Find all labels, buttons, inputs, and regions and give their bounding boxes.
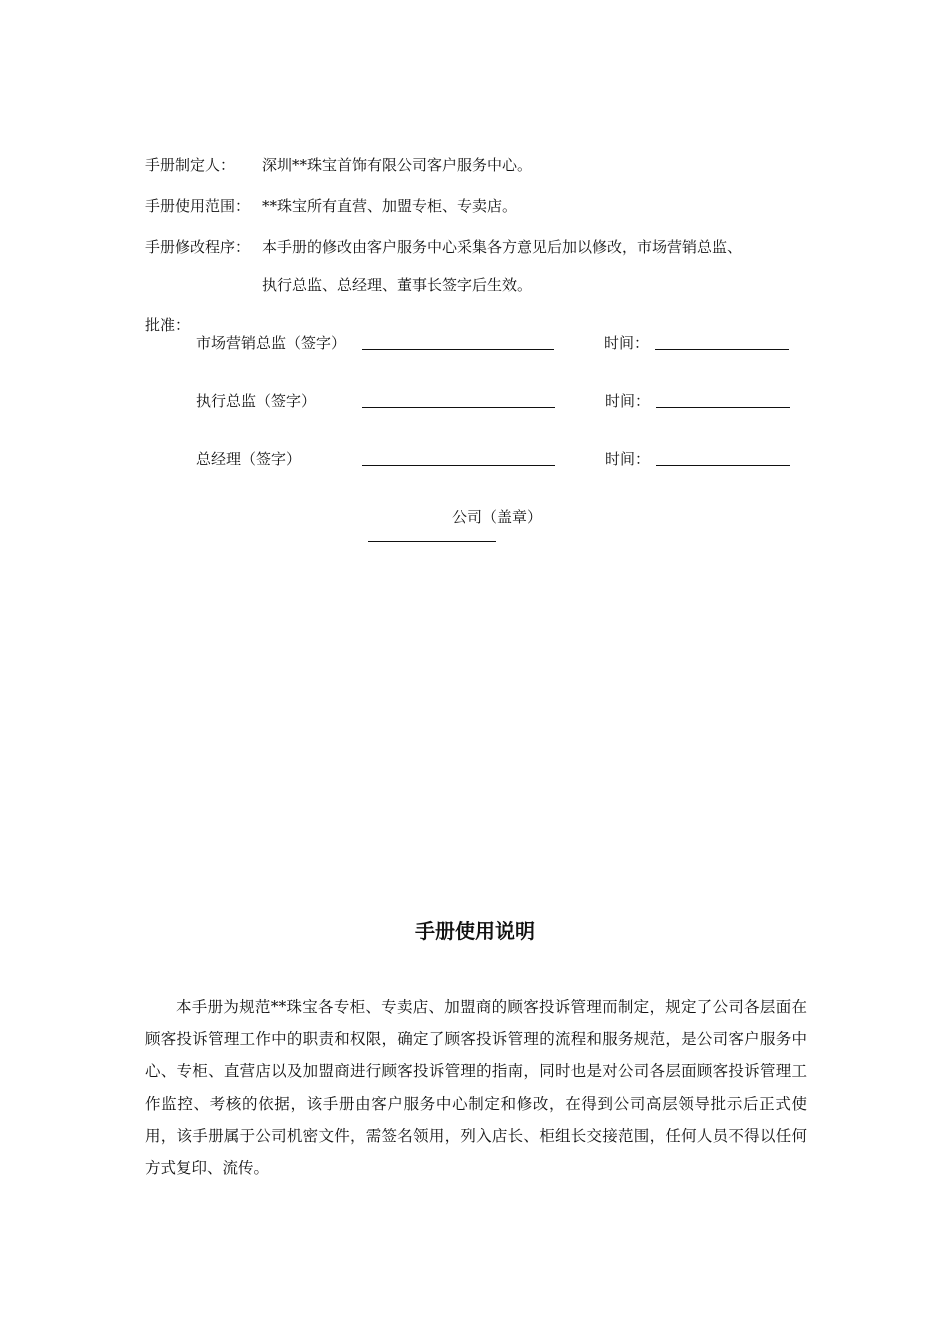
signature-line <box>362 349 554 350</box>
revision-line-1: 本手册的修改由客户服务中心采集各方意见后加以修改，市场营销总监、 <box>262 238 743 256</box>
approval-role: 市场营销总监（签字） <box>196 334 347 352</box>
company-seal-label: 公司（盖章） <box>452 508 543 526</box>
time-label: 时间： <box>605 392 651 410</box>
maker-value: 深圳**珠宝首饰有限公司客户服务中心。 <box>262 156 533 174</box>
time-label: 时间： <box>604 334 650 352</box>
seal-line <box>368 541 496 542</box>
scope-value: **珠宝所有直营、加盟专柜、专卖店。 <box>262 197 518 215</box>
instructions-body: 本手册为规范**珠宝各专柜、专卖店、加盟商的顾客投诉管理而制定，规定了公司各层面在顾客投诉管理工作中的职责和权限，确定了顾客投诉管理的流程和服务规范，是公司客户服务中心、专柜、直营店以及加盟商进行顾客投诉管理的指南，同时也是对公司各层面顾客投诉管理工作监控、考核的依据，该手册由客户服务中心制定和修改，在得到公司高层领导批示后正式使用，该手册属于公司机密文件，需签名领用，列入店长、柜组长交接范围，任何人员不得以任何方式复印、流传。 <box>145 998 807 1178</box>
approval-role: 总经理（签字） <box>196 450 302 468</box>
time-line <box>655 349 789 350</box>
time-label: 时间： <box>605 450 651 468</box>
approval-label: 批准： <box>145 316 191 334</box>
time-line <box>656 407 790 408</box>
maker-label: 手册制定人： <box>145 156 236 174</box>
signature-line <box>362 407 555 408</box>
time-line <box>656 465 790 466</box>
signature-line <box>362 465 555 466</box>
revision-line-2: 执行总监、总经理、董事长签字后生效。 <box>262 276 533 294</box>
approval-role: 执行总监（签字） <box>196 392 317 410</box>
revision-label: 手册修改程序： <box>145 238 251 256</box>
scope-label: 手册使用范围： <box>145 197 251 215</box>
instructions-title: 手册使用说明 <box>415 919 535 943</box>
